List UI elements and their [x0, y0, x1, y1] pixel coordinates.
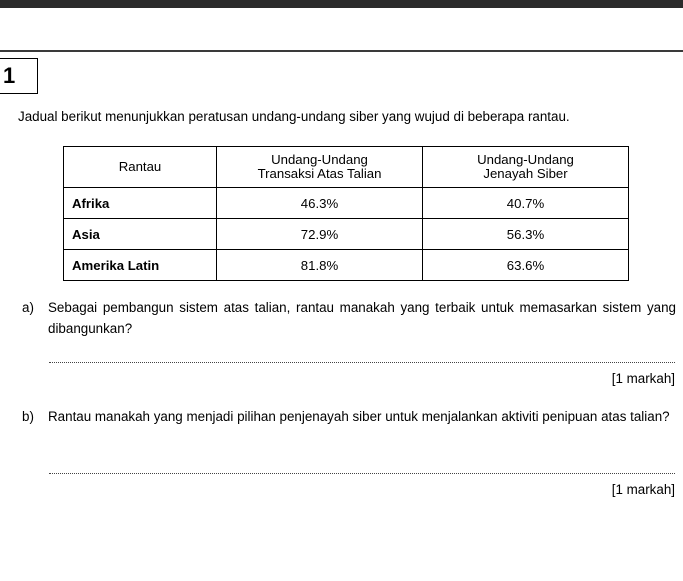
question-part-a: [22, 297, 676, 339]
answer-line-b[interactable]: [49, 473, 675, 474]
question-number-box: [0, 58, 38, 94]
header-rantau: Rantau: [64, 147, 217, 188]
table-row: [64, 250, 629, 281]
marks-a: [1 markah]: [611, 371, 675, 386]
question-part-b: [22, 406, 676, 427]
region-cell: Amerika Latin: [64, 250, 217, 281]
jenayah-cell: 56.3%: [423, 219, 629, 250]
table-header-row: [64, 147, 629, 188]
header-divider: [0, 50, 683, 52]
question-number: 1: [3, 63, 16, 88]
part-b-label: b): [22, 409, 34, 424]
transaksi-cell: 72.9%: [217, 219, 423, 250]
table-row: [64, 188, 629, 219]
transaksi-cell: 81.8%: [217, 250, 423, 281]
question-intro: Jadual berikut menunjukkan peratusan undang-undang siber yang wujud di beberapa rantau.: [18, 109, 570, 124]
top-border-bar: [0, 0, 683, 8]
part-b-text: Rantau manakah yang menjadi pilihan penjenayah siber untuk menjalankan aktiviti penipuan atas talian?: [48, 409, 670, 424]
table-row: [64, 219, 629, 250]
part-a-label: a): [22, 300, 34, 315]
region-cell: Asia: [64, 219, 217, 250]
part-a-text: Sebagai pembangun sistem atas talian, rantau manakah yang terbaik untuk memasarkan sistem yang dibangunkan?: [48, 300, 676, 336]
header-transaksi: Undang-Undang Transaksi Atas Talian: [217, 147, 423, 188]
cyber-law-table: [63, 146, 629, 281]
header-jenayah: Undang-Undang Jenayah Siber: [423, 147, 629, 188]
transaksi-cell: 46.3%: [217, 188, 423, 219]
jenayah-cell: 40.7%: [423, 188, 629, 219]
region-cell: Afrika: [64, 188, 217, 219]
answer-line-a[interactable]: [49, 362, 675, 363]
marks-b: [1 markah]: [611, 482, 675, 497]
jenayah-cell: 63.6%: [423, 250, 629, 281]
